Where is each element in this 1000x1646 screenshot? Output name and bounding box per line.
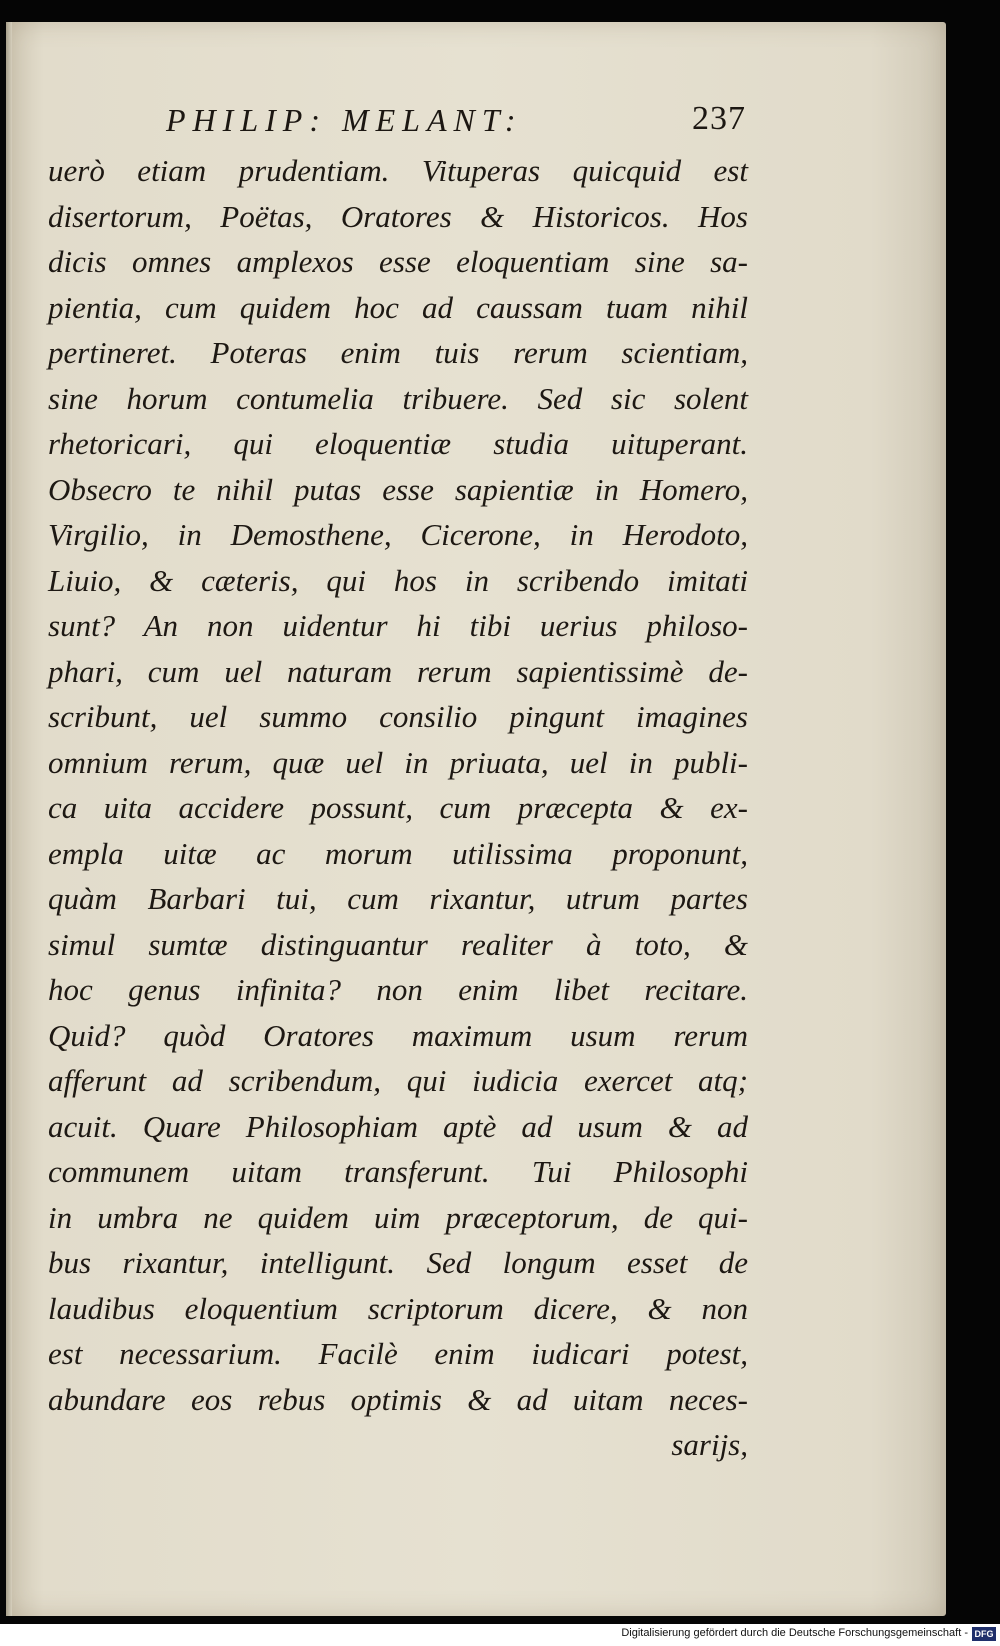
page-gutter-edge [6,22,12,1616]
text-line: omnium rerum, quæ uel in priuata, uel in publi- [48,744,748,780]
text-line: rhetoricari, qui eloquentiæ studia uituperant. [48,426,748,461]
text-line: ca uita accidere possunt, cum præcepta & ex- [48,790,748,825]
running-title: PHILIP: MELANT: [166,102,523,138]
text-line: pientia, cum quidem hoc ad caussam tuam nihil [48,289,748,325]
page-number: 237 [692,100,746,137]
text-line: acuit. Quare Philosophiam aptè ad usum & ad [48,1108,748,1144]
text-line: hoc genus infinita? non enim libet recitare. [48,972,748,1007]
text-line: Quid? quòd Oratores maximum usum rerum [48,1017,748,1053]
text-block [48,148,748,1468]
catchword: sarijs, [671,1427,748,1462]
text-line: in umbra ne quidem uim præceptorum, de qui- [48,1199,748,1235]
text-line: Liuio, & cæteris, qui hos in scribendo imitati [48,562,748,598]
text-line: laudibus eloquentium scriptorum dicere, & non [48,1290,748,1326]
text-line: quàm Barbari tui, cum rixantur, utrum partes [48,881,748,916]
funding-credit: Digitalisierung gefördert durch die Deutsche Forschungsgemeinschaft - [621,1627,968,1639]
text-line: phari, cum uel naturam rerum sapientissimè de- [48,653,748,689]
text-line: sunt? An non uidentur hi tibi uerius philoso- [48,608,748,643]
text-line: uerò etiam prudentiam. Vituperas quicquid est [48,153,748,188]
running-head [166,100,746,146]
dfg-logo: DFG [972,1627,996,1641]
text-line: Obsecro te nihil putas esse sapientiæ in Homero, [48,471,748,507]
text-line: simul sumtæ distinguantur realiter à toto, & [48,926,748,962]
text-line: dicis omnes amplexos esse eloquentiam sine sa- [48,244,748,279]
footer-bar [0,1624,1000,1646]
text-line: communem uitam transferunt. Tui Philosophi [48,1154,748,1189]
text-line: bus rixantur, intelligunt. Sed longum esset de [48,1245,748,1280]
text-line: Virgilio, in Demosthene, Cicerone, in Herodoto, [48,517,748,552]
text-line: sine horum contumelia tribuere. Sed sic solent [48,380,748,416]
text-line: pertineret. Poteras enim tuis rerum scientiam, [48,335,748,370]
text-line: abundare eos rebus optimis & ad uitam neces- [48,1381,748,1417]
text-line: empla uitæ ac morum utilissima proponunt, [48,835,748,871]
book-page [6,22,946,1616]
text-line: afferunt ad scribendum, qui iudicia exercet atq; [48,1063,748,1098]
text-line: scribunt, uel summo consilio pingunt imagines [48,699,748,734]
text-line: disertorum, Poëtas, Oratores & Historicos. Hos [48,198,748,234]
text-line: est necessarium. Facilè enim iudicari potest, [48,1336,748,1371]
